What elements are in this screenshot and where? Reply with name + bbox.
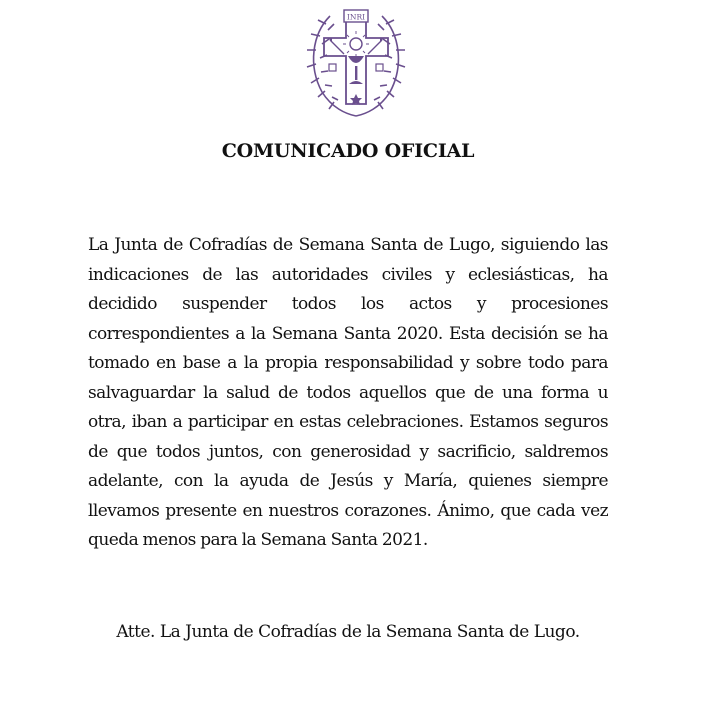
svg-text:INRI: INRI (346, 12, 366, 22)
page-title: COMUNICADO OFICIAL (221, 140, 475, 162)
cofradias-emblem (300, 4, 412, 122)
signature-line: Atte. La Junta de Cofradías de la Semana Santa de Lugo. (116, 622, 580, 642)
announcement-body: La Junta de Cofradías de Semana Santa de Lugo, siguiendo las indicaciones de las autoridades civiles y eclesiásticas, ha decidido suspender todos los actos y procesiones correspondientes a la Semana Santa 2020. Esta decisión se ha tomado en base a la propia responsabilidad y sobre todo para salvaguardar la salud de todos aquellos que de una forma u otra, iban a participar en estas celebraciones. Estamos seguros de que todos juntos, con generosidad y sacrificio, saldremos adelante, con la ayuda de Jesús y María, quienes siempre llevamos presente en nuestros corazones. Ánimo, que cada vez queda menos para la Semana Santa 2021. (88, 235, 608, 550)
cross-chalice-emblem-icon (300, 4, 412, 122)
